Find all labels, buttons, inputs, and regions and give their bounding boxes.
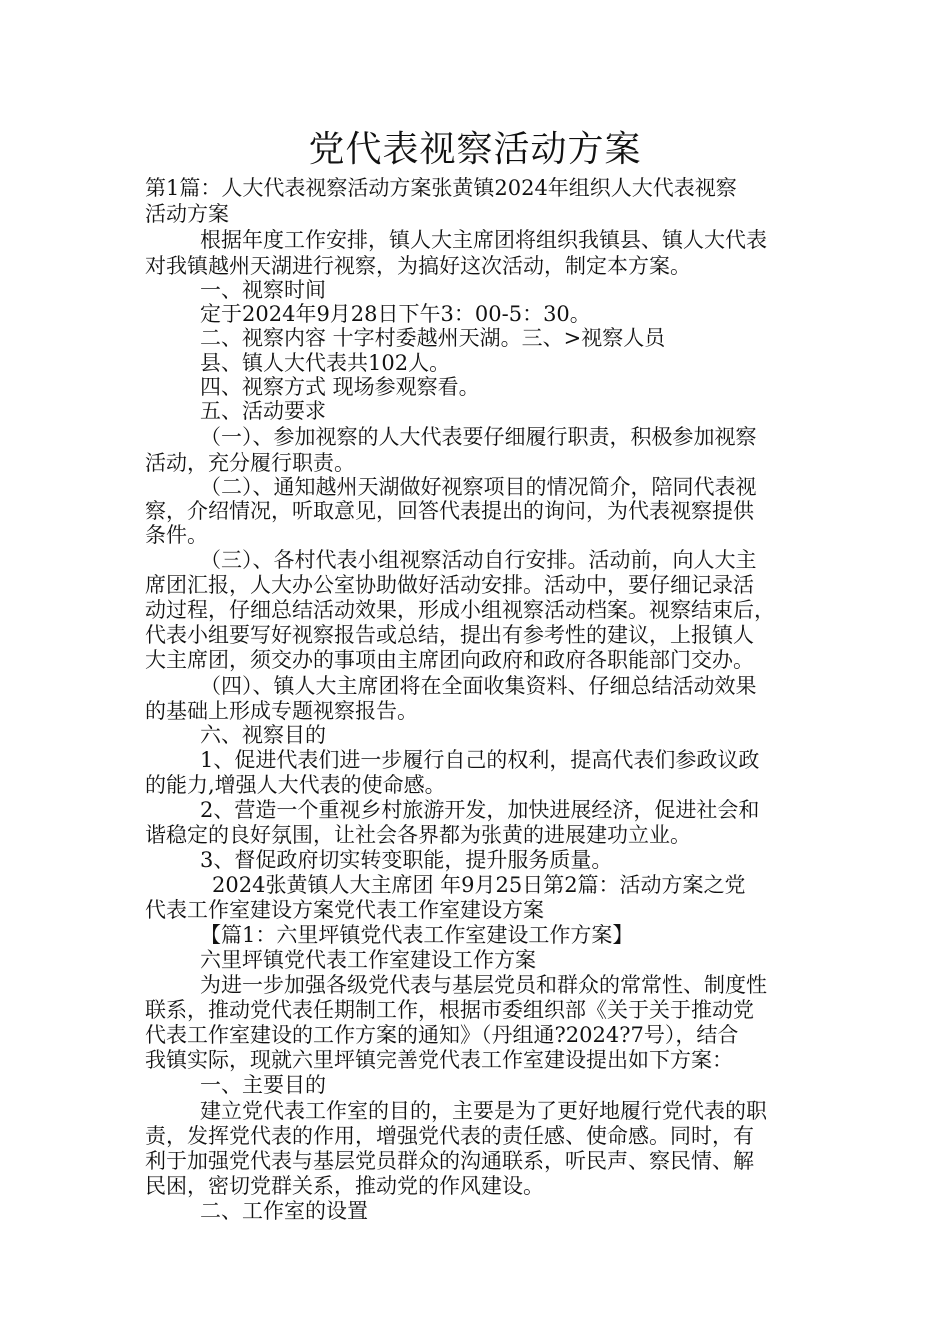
text-line: 活动方案 xyxy=(145,202,229,226)
text-line: 活动，充分履行职责。 xyxy=(145,451,355,475)
text-line: （四）、镇人大主席团将在全面收集资料、仔细总结活动效果 xyxy=(200,674,757,698)
text-line: （二）、通知越州天湖做好视察项目的情况简介，陪同代表视 xyxy=(200,475,757,499)
text-line: 代表小组要写好视察报告或总结，提出有参考性的建议，上报镇人 xyxy=(145,623,754,647)
text-line: 定于2024年9月28日下午3：00-5：30。 xyxy=(200,302,591,326)
text-line: 二、视察内容 十字村委越州天湖。三、>视察人员 xyxy=(200,326,666,350)
text-line: 1、促进代表们进一步履行自己的权利，提高代表们参政议政 xyxy=(200,748,760,772)
text-line: 席团汇报，人大办公室协助做好活动安排。活动中，要仔细记录活 xyxy=(145,573,754,597)
text-line: 代表工作室建设方案党代表工作室建设方案 xyxy=(145,898,544,922)
text-line: 六里坪镇党代表工作室建设工作方案 xyxy=(200,948,536,972)
text-line: 动过程，仔细总结活动效果，形成小组视察活动档案。视察结束后， xyxy=(145,598,775,622)
document-title: 党代表视察活动方案 xyxy=(308,129,642,170)
text-line: 联系，推动党代表任期制工作，根据市委组织部《关于关于推动党 xyxy=(145,998,754,1022)
text-line: 代表工作室建设的工作方案的通知》（丹组通?2024?7号），结合 xyxy=(145,1023,739,1047)
text-line: 责，发挥党代表的作用，增强党代表的责任感、使命感。同时，有 xyxy=(145,1124,754,1148)
text-line: 一、视察时间 xyxy=(200,278,326,302)
text-line: 谐稳定的良好氛围，让社会各界都为张黄的进展建功立业。 xyxy=(145,823,691,847)
text-line: 六、视察目的 xyxy=(200,723,326,747)
text-line: 五、活动要求 xyxy=(200,399,326,423)
text-line: 【篇1：六里坪镇党代表工作室建设工作方案】 xyxy=(200,923,634,947)
text-line: （三）、各村代表小组视察活动自行安排。活动前，向人大主 xyxy=(200,548,757,572)
text-line: 根据年度工作安排，镇人大主席团将组织我镇县、镇人大代表 xyxy=(200,228,767,252)
text-line: 第1篇：人大代表视察活动方案张黄镇2024年组织人大代表视察 xyxy=(145,176,737,200)
text-line: 二、工作室的设置 xyxy=(200,1199,368,1223)
text-line: 对我镇越州天湖进行视察，为搞好这次活动，制定本方案。 xyxy=(145,254,691,278)
text-line: 3、督促政府切实转变职能，提升服务质量。 xyxy=(200,848,613,872)
text-line: 民困，密切党群关系，推动党的作风建设。 xyxy=(145,1174,544,1198)
text-line: 一、主要目的 xyxy=(200,1073,326,1097)
text-line: 条件。 xyxy=(145,523,208,547)
text-line: 的能力,增强人大代表的使命感。 xyxy=(145,773,446,797)
text-line: 为进一步加强各级党代表与基层党员和群众的常常性、制度性 xyxy=(200,973,767,997)
text-line: 察，介绍情况，听取意见，回答代表提出的询问，为代表视察提供 xyxy=(145,499,754,523)
text-line: （一）、参加视察的人大代表要仔细履行职责，积极参加视察 xyxy=(200,425,757,449)
text-line: 建立党代表工作室的目的，主要是为了更好地履行党代表的职 xyxy=(200,1099,767,1123)
text-line: 四、视察方式 现场参观察看。 xyxy=(200,375,480,399)
text-line: 县、镇人大代表共102人。 xyxy=(200,351,451,375)
text-line: 2、营造一个重视乡村旅游开发，加快进展经济，促进社会和 xyxy=(200,798,760,822)
text-line: 2024张黄镇人大主席团 年9月25日第2篇：活动方案之党 xyxy=(212,873,746,897)
text-line: 利于加强党代表与基层党员群众的沟通联系，听民声、察民情、解 xyxy=(145,1149,754,1173)
text-line: 我镇实际，现就六里坪镇完善党代表工作室建设提出如下方案： xyxy=(145,1048,733,1072)
text-line: 大主席团，须交办的事项由主席团向政府和政府各职能部门交办。 xyxy=(145,648,754,672)
text-line: 的基础上形成专题视察报告。 xyxy=(145,699,418,723)
